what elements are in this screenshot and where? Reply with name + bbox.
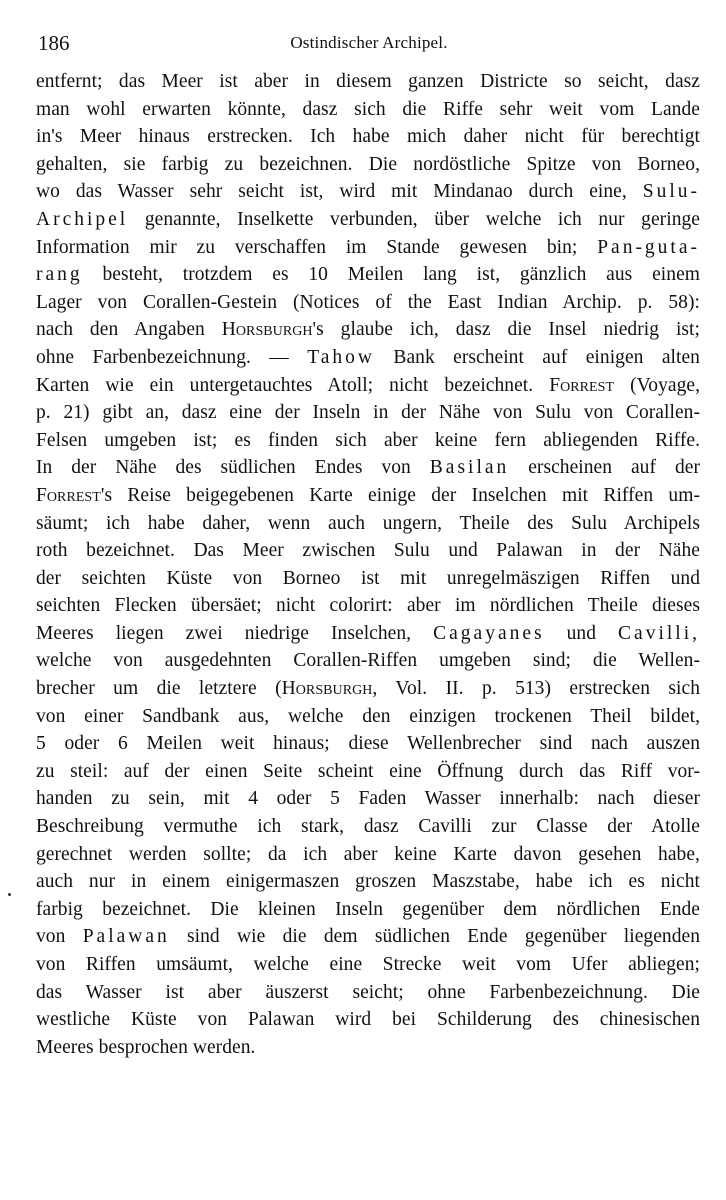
text-run: Meeres liegen zwei niedrige Inselchen, bbox=[36, 622, 434, 644]
text-line bbox=[36, 344, 700, 372]
text-run: Lager von Corallen-Gestein (Notices of the East Indian Archip. p. 58): bbox=[36, 291, 700, 313]
page-number: 186 bbox=[38, 31, 70, 55]
text-run: auch nur in einem einigermaszen groszen Maszstabe, habe ich es nicht bbox=[36, 871, 700, 893]
text-line bbox=[36, 206, 700, 234]
text-line bbox=[36, 316, 700, 344]
text-line bbox=[36, 123, 700, 151]
text-run: gerechnet werden sollte; da ich aber keine Karte davon gesehen habe, bbox=[36, 843, 700, 865]
text-run: seichten Flecken übersäet; nicht colorirt: aber im nördlichen Theile dieses bbox=[36, 595, 700, 617]
author-name: Horsburgh bbox=[281, 678, 373, 700]
text-run: (Voyage, bbox=[614, 374, 700, 396]
text-run: , Vol. II. p. 513) erstrecken sich bbox=[372, 678, 700, 700]
text-run: erscheinen auf der bbox=[509, 457, 700, 479]
text-line bbox=[36, 979, 700, 1007]
text-run: brecher um die letztere ( bbox=[36, 678, 282, 700]
text-line bbox=[36, 1006, 700, 1034]
text-run: Information mir zu verschaffen im Stande gewesen bin; bbox=[36, 236, 598, 258]
text-run: der seichten Küste von Borneo ist mit unregelmäszigen Riffen und bbox=[36, 567, 700, 589]
text-line bbox=[36, 592, 700, 620]
text-run: welche von ausgedehnten Corallen-Riffen umgeben sind; die Wellen- bbox=[36, 650, 700, 672]
author-name: Forrest bbox=[36, 484, 101, 506]
text-run: westliche Küste von Palawan wird bei Schilderung des chinesischen bbox=[36, 1009, 700, 1031]
text-run: besteht, trotzdem es 10 Meilen lang ist, gänzlich aus einem bbox=[82, 264, 700, 286]
place-name: Cagayanes bbox=[433, 622, 545, 644]
text-line bbox=[36, 565, 700, 593]
place-name: Basilan bbox=[429, 457, 510, 479]
text-run: zu steil: auf der einen Seite scheint eine Öffnung durch das Riff vor- bbox=[36, 760, 700, 782]
text-line bbox=[36, 675, 700, 703]
text-run: Karten wie ein untergetauchtes Atoll; nicht bezeichnet. bbox=[36, 374, 550, 396]
text-line bbox=[36, 178, 700, 206]
text-line bbox=[36, 620, 700, 648]
text-line bbox=[36, 758, 700, 786]
place-name: Tahow bbox=[307, 346, 376, 368]
text-line bbox=[36, 454, 700, 482]
text-line bbox=[36, 813, 700, 841]
text-line bbox=[36, 372, 700, 400]
text-line bbox=[36, 785, 700, 813]
text-run: entfernt; das Meer ist aber in diesem ganzen Districte so seicht, dasz bbox=[36, 71, 700, 92]
text-line bbox=[36, 289, 700, 317]
running-title: Ostindischer Archipel. bbox=[290, 33, 448, 52]
text-run: 's glaube ich, dasz die Insel niedrig ist; bbox=[312, 319, 700, 341]
text-line bbox=[36, 427, 700, 455]
place-name: rang bbox=[36, 264, 83, 286]
text-run: sind wie die dem südlichen Ende gegenüber liegenden bbox=[169, 926, 700, 948]
text-run: man wohl erwarten könnte, dasz sich die Riffe sehr weit vom Lande bbox=[36, 98, 700, 120]
text-run: roth bezeichnet. Das Meer zwischen Sulu und Palawan in der Nähe bbox=[36, 540, 700, 562]
text-run: In der Nähe des südlichen Endes von bbox=[36, 457, 430, 479]
text-line bbox=[36, 261, 700, 289]
text-run: und bbox=[544, 622, 619, 644]
text-run: Meeres besprochen werden. bbox=[36, 1036, 256, 1058]
text-line bbox=[36, 234, 700, 262]
text-run: 's Reise beigegebenen Karte einige der Inselchen mit Riffen um- bbox=[100, 484, 700, 506]
text-run: Beschreibung vermuthe ich stark, dasz Cavilli zur Classe der Atolle bbox=[36, 816, 700, 838]
text-run: gehalten, sie farbig zu bezeichnen. Die nordöstliche Spitze von Borneo, bbox=[36, 153, 700, 175]
text-line bbox=[36, 510, 700, 538]
text-run: handen zu sein, mit 4 oder 5 Faden Wasser innerhalb: nach dieser bbox=[36, 788, 700, 810]
place-name: Cavilli, bbox=[618, 622, 700, 644]
text-run: farbig bezeichnet. Die kleinen Inseln gegenüber dem nördlichen Ende bbox=[36, 898, 700, 920]
author-name: Forrest bbox=[549, 374, 615, 396]
text-line bbox=[36, 647, 700, 675]
text-run: genannte, Inselkette verbunden, über welche ich nur geringe bbox=[128, 208, 700, 230]
text-line bbox=[36, 951, 700, 979]
text-run: wo das Wasser sehr seicht ist, wird mit Mindanao durch eine, bbox=[36, 181, 643, 203]
author-name: Horsburgh bbox=[221, 319, 313, 341]
text-run: p. 21) gibt an, dasz eine der Inseln in der Nähe von Sulu von Corallen- bbox=[36, 402, 700, 424]
text-run: das Wasser ist aber äuszerst seicht; ohne Farbenbezeichnung. Die bbox=[36, 981, 700, 1003]
text-run: nach den Angaben bbox=[36, 319, 222, 341]
text-line bbox=[36, 482, 700, 510]
text-line bbox=[36, 1034, 700, 1062]
text-line bbox=[36, 868, 700, 896]
text-line bbox=[36, 537, 700, 565]
text-run: in's Meer hinaus erstrecken. Ich habe mich daher nicht für berechtigt bbox=[36, 126, 700, 148]
text-line bbox=[36, 841, 700, 869]
text-line bbox=[36, 730, 700, 758]
text-run: Felsen umgeben ist; es finden sich aber keine fern abliegenden Riffe. bbox=[36, 429, 700, 451]
text-run: ohne Farbenbezeichnung. — bbox=[36, 346, 308, 368]
text-line bbox=[36, 399, 700, 427]
place-name: Sulu- bbox=[642, 181, 700, 203]
page-header bbox=[38, 28, 700, 58]
text-run: von bbox=[36, 926, 83, 948]
text-line bbox=[36, 151, 700, 179]
text-run: Bank erscheint auf einigen alten bbox=[375, 346, 700, 368]
text-run: von Riffen umsäumt, welche eine Strecke weit vom Ufer abliegen; bbox=[36, 954, 700, 975]
body-paragraph bbox=[36, 68, 700, 1061]
text-line bbox=[36, 703, 700, 731]
text-line bbox=[36, 923, 700, 951]
place-name: Palawan bbox=[82, 926, 170, 948]
text-line bbox=[36, 896, 700, 924]
text-line bbox=[36, 68, 700, 96]
place-name: Pan-guta- bbox=[597, 236, 700, 258]
place-name: Archipel bbox=[36, 208, 129, 230]
text-run: von einer Sandbank aus, welche den einzigen trockenen Theil bildet, bbox=[36, 705, 700, 727]
text-run: säumt; ich habe daher, wenn auch ungern, Theile des Sulu Archipels bbox=[36, 512, 700, 534]
text-run: 5 oder 6 Meilen weit hinaus; diese Wellenbrecher sind nach auszen bbox=[36, 733, 700, 755]
text-line bbox=[36, 96, 700, 124]
margin-speck bbox=[8, 893, 11, 896]
